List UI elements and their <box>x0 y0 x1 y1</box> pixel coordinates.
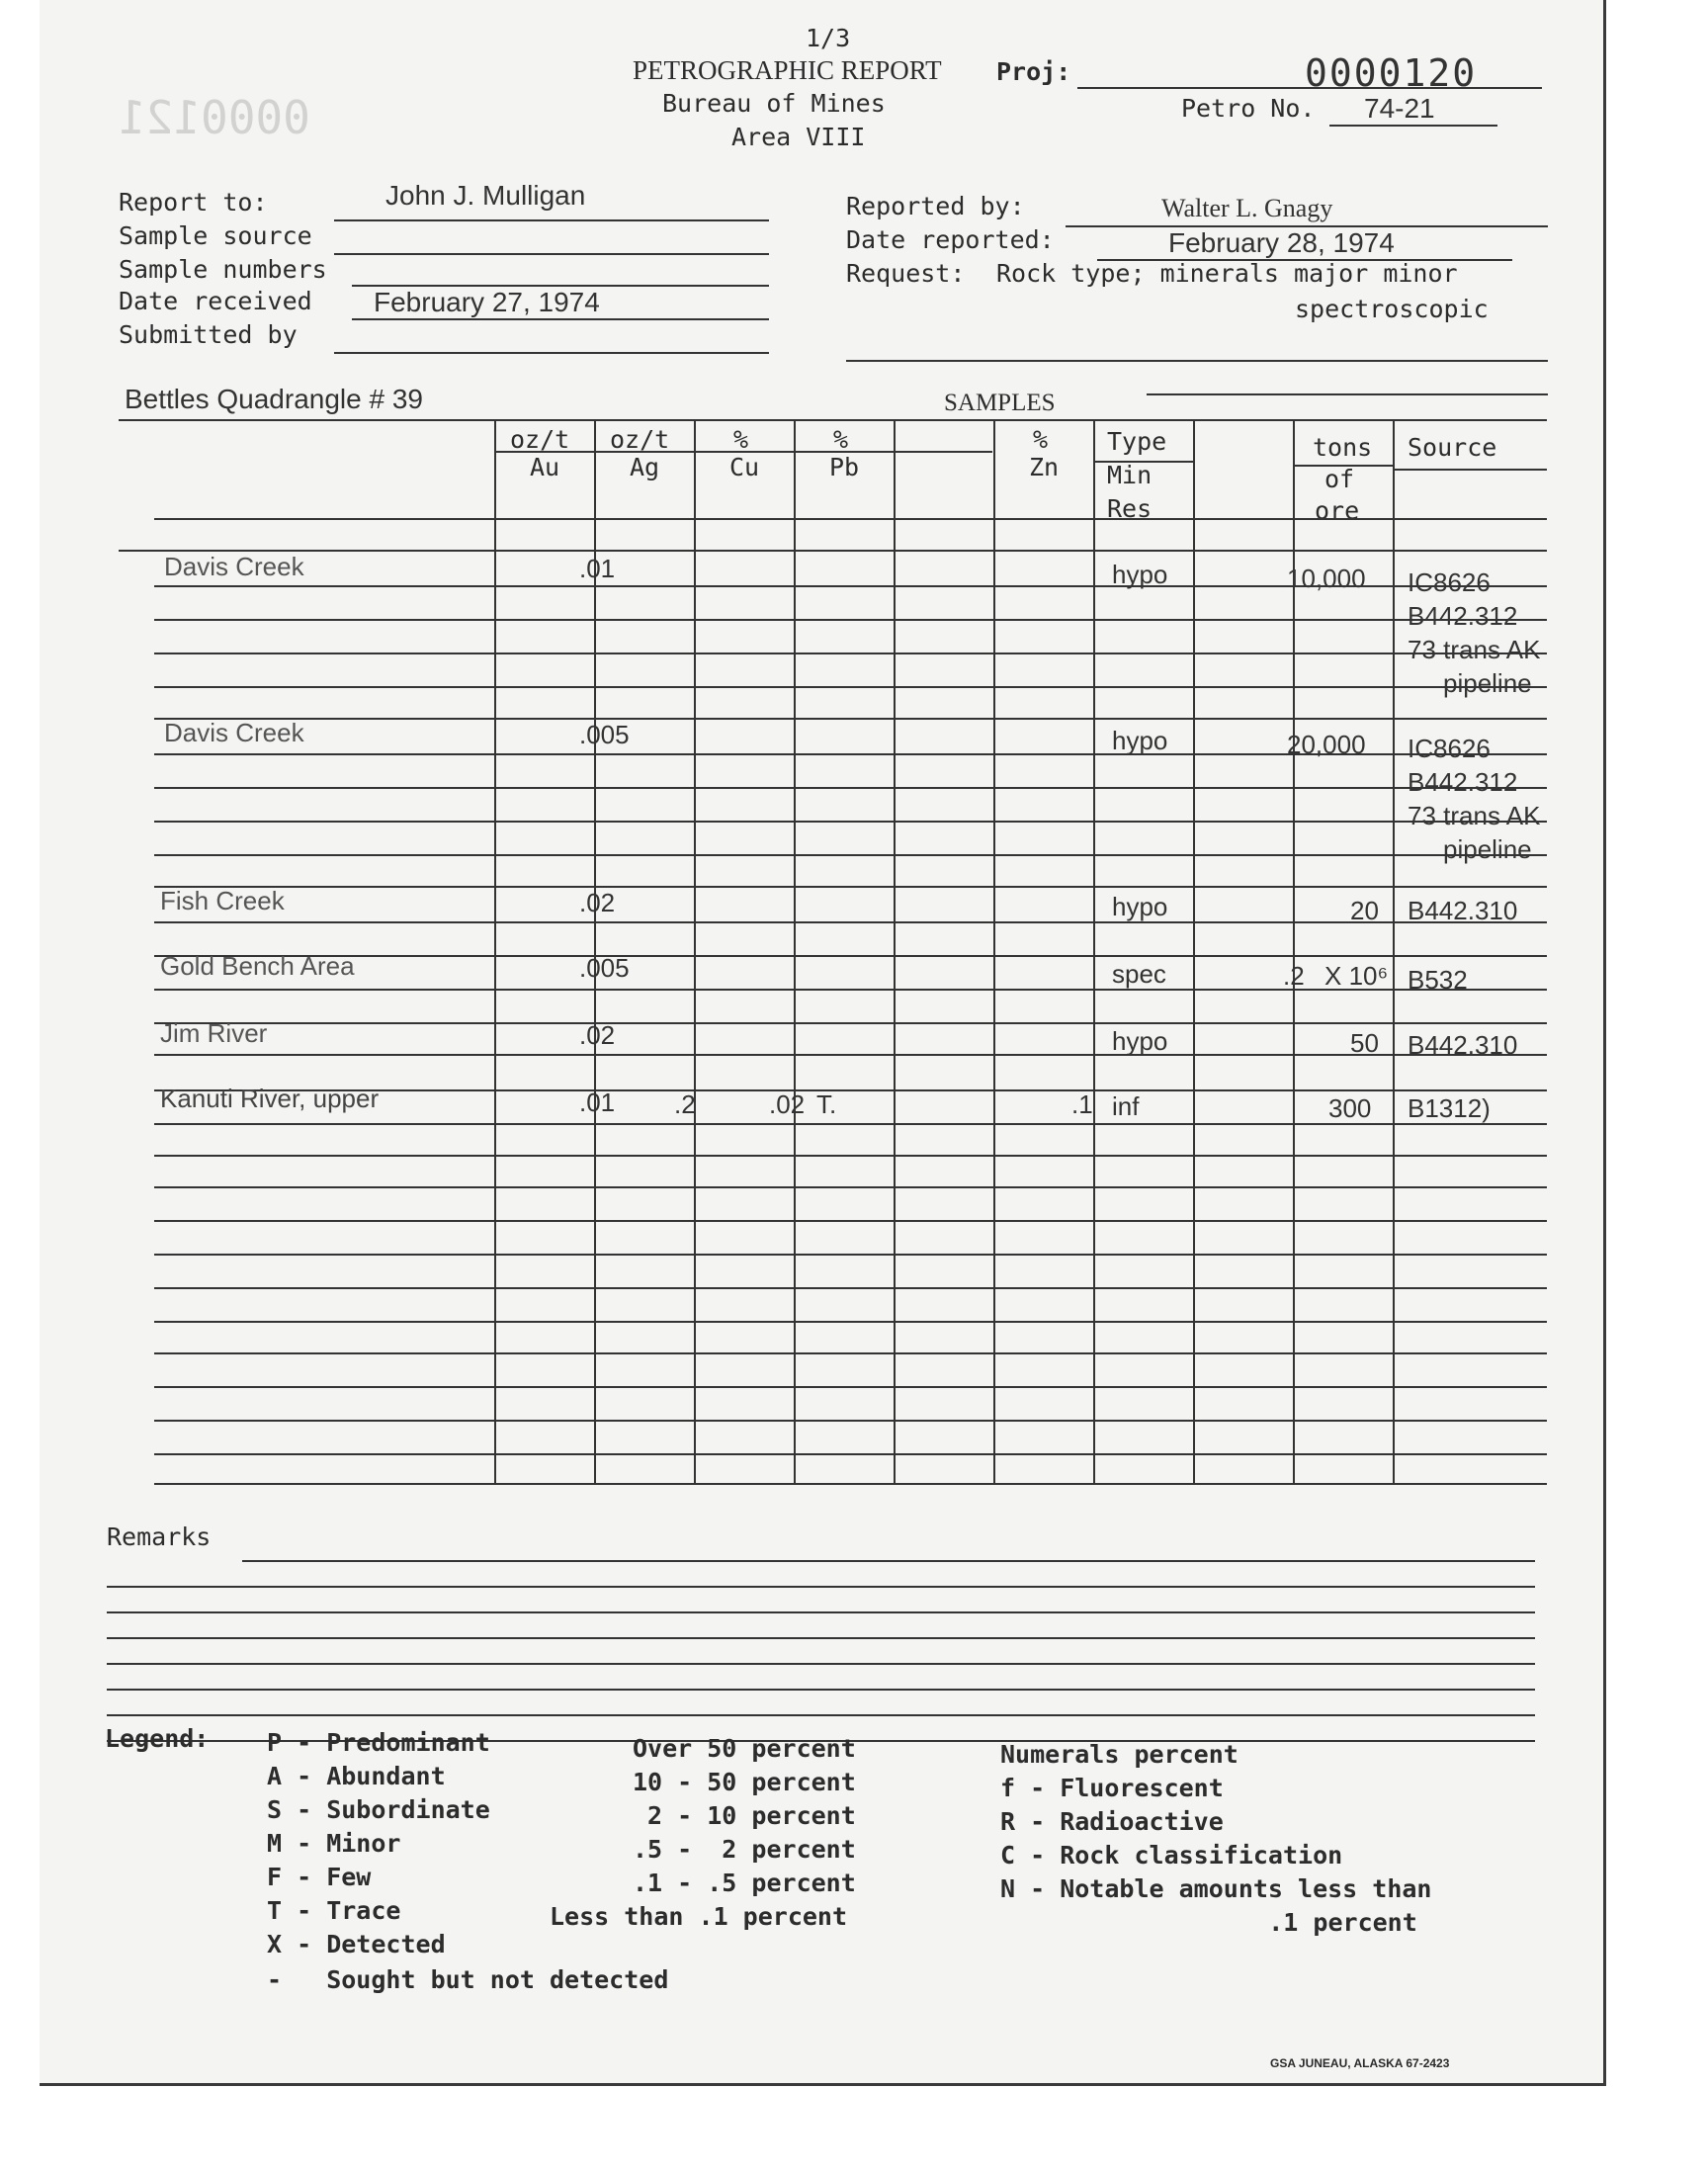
table-row-2-type: hypo <box>1112 726 1168 755</box>
zn-header: Zn <box>1029 453 1060 481</box>
remarks-label: Remarks <box>107 1522 212 1551</box>
table-row-5-source-1: B442.310 <box>1408 1030 1518 1060</box>
table-row-2-source-3: 73 trans AK <box>1408 801 1541 830</box>
pb-unit-header: % <box>833 425 849 454</box>
reported-by-value: Walter L. Gnagy <box>1161 194 1333 222</box>
table-row-2-source-2: B442.312 <box>1408 767 1518 797</box>
faded-stamp: 0000121 <box>119 91 310 144</box>
date-received-label: Date received <box>119 287 312 315</box>
date-reported-label: Date reported: <box>846 225 1055 254</box>
table-row-1-source-3: 73 trans AK <box>1408 635 1541 664</box>
legend-col1-item: F - Few <box>267 1863 372 1891</box>
ag-unit-header: oz/t <box>610 425 670 454</box>
request-label: Request: <box>846 259 966 288</box>
pb-header: Pb <box>829 453 860 481</box>
table-row-3-tons: 20 <box>1350 896 1379 925</box>
legend-col2-item: Less than .1 percent <box>550 1902 848 1931</box>
legend-col2-item: .5 - 2 percent <box>633 1835 856 1864</box>
sample-source-label: Sample source <box>119 221 312 250</box>
table-row-3-type: hypo <box>1112 892 1168 921</box>
table-row-5-tons: 50 <box>1350 1028 1379 1058</box>
table-row-4-type: spec <box>1112 959 1166 989</box>
table-row-6-zn: .1 <box>1071 1089 1093 1119</box>
table-row-4-name: Gold Bench Area <box>160 951 355 981</box>
table-row-6-tons: 300 <box>1328 1093 1372 1123</box>
table-row-4-extra: .2 <box>1283 961 1305 991</box>
table-row-6-au: .01 <box>579 1088 616 1117</box>
table-row-6-type: inf <box>1112 1091 1140 1121</box>
legend-col1-item: M - Minor <box>267 1829 401 1858</box>
table-row-4-source-1: B532 <box>1408 965 1468 995</box>
legend-col1-item: S - Subordinate <box>267 1795 490 1824</box>
legend-col1-item: A - Abundant <box>267 1762 446 1790</box>
proj-value: 0000120 <box>1305 51 1478 95</box>
table-row-5-au: .02 <box>579 1020 616 1050</box>
table-row-3-source-1: B442.310 <box>1408 896 1518 925</box>
tons-header-1: tons <box>1313 433 1373 462</box>
table-row-3-name: Fish Creek <box>160 886 285 915</box>
location-caption: Bettles Quadrangle # 39 <box>125 384 423 414</box>
legend-col1-item: - Sought but not detected <box>267 1965 669 1994</box>
date-received-value: February 27, 1974 <box>374 287 600 317</box>
table-row-4-tons: X 10⁶ <box>1324 961 1389 991</box>
table-row-2-source-4: pipeline <box>1443 834 1532 864</box>
table-row-1-type: hypo <box>1112 560 1168 589</box>
legend-col2-item: Over 50 percent <box>633 1734 856 1763</box>
table-row-4-au: .005 <box>579 953 630 983</box>
proj-label: Proj: <box>996 57 1071 86</box>
source-header: Source <box>1408 433 1497 462</box>
type-header-1: Type <box>1107 427 1167 456</box>
footer-print-code: GSA JUNEAU, ALASKA 67-2423 <box>1270 2056 1450 2070</box>
tons-header-3: ore <box>1315 496 1360 525</box>
table-row-6-ag: .2 <box>674 1089 696 1119</box>
reported-by-label: Reported by: <box>846 192 1025 220</box>
table-row-2-au: .005 <box>579 720 630 749</box>
legend-col2-item: 2 - 10 percent <box>633 1801 856 1830</box>
sample-numbers-label: Sample numbers <box>119 255 327 284</box>
table-row-1-name: Davis Creek <box>164 552 304 581</box>
samples-heading: SAMPLES <box>944 390 1056 416</box>
table-row-6-pb: T. <box>816 1089 837 1119</box>
legend-col2-item: 10 - 50 percent <box>633 1768 856 1796</box>
legend-col3-item: N - Notable amounts less than <box>1000 1874 1432 1903</box>
report-title: PETROGRAPHIC REPORT <box>633 55 942 85</box>
ag-header: Ag <box>630 453 660 481</box>
date-reported-value: February 28, 1974 <box>1168 227 1395 258</box>
request-line-1: Rock type; minerals major minor <box>996 259 1458 288</box>
table-row-2-tons: 20,000 <box>1287 730 1366 759</box>
legend-col3-item: f - Fluorescent <box>1000 1774 1224 1802</box>
report-to-value: John J. Mulligan <box>385 180 586 211</box>
table-row-5-type: hypo <box>1112 1026 1168 1056</box>
table-row-1-au: .01 <box>579 554 616 583</box>
table-row-1-source-2: B442.312 <box>1408 601 1518 631</box>
table-row-6-cu: .02 <box>769 1089 806 1119</box>
table-row-2-source-1: IC8626 <box>1408 734 1491 763</box>
au-unit-header: oz/t <box>510 425 570 454</box>
legend-title: Legend: <box>105 1724 210 1753</box>
au-header: Au <box>530 453 560 481</box>
table-row-5-name: Jim River <box>160 1018 268 1048</box>
report-sheet <box>40 0 1606 2086</box>
page-indicator: 1/3 <box>806 24 851 52</box>
table-row-3-au: .02 <box>579 888 616 917</box>
submitted-by-label: Submitted by <box>119 320 298 349</box>
type-header-3: Res <box>1107 494 1153 523</box>
zn-unit-header: % <box>1033 425 1049 454</box>
report-to-label: Report to: <box>119 188 268 217</box>
petro-no-value: 74-21 <box>1364 93 1435 124</box>
table-row-1-source-1: IC8626 <box>1408 567 1491 597</box>
legend-col3-item: C - Rock classification <box>1000 1841 1343 1870</box>
agency-name: Bureau of Mines <box>662 89 886 118</box>
area-name: Area VIII <box>731 123 866 151</box>
cu-unit-header: % <box>733 425 749 454</box>
table-row-6-source-1: B1312) <box>1408 1093 1491 1123</box>
legend-col1-item: P - Predominant <box>267 1728 490 1757</box>
tons-header-2: of <box>1324 465 1355 493</box>
table-row-2-name: Davis Creek <box>164 718 304 747</box>
table-row-6-name: Kanuti River, upper <box>160 1084 380 1113</box>
legend-col2-item: .1 - .5 percent <box>633 1869 856 1897</box>
cu-header: Cu <box>729 453 760 481</box>
type-header-2: Min <box>1107 461 1153 489</box>
legend-col3-item: Numerals percent <box>1000 1740 1238 1769</box>
table-row-1-source-4: pipeline <box>1443 668 1532 698</box>
legend-col1-item: X - Detected <box>267 1930 446 1958</box>
request-line-2: spectroscopic <box>1295 295 1489 323</box>
table-row-1-tons: 10,000 <box>1287 564 1366 593</box>
legend-col1-item: T - Trace <box>267 1896 401 1925</box>
legend-col3-item: R - Radioactive <box>1000 1807 1224 1836</box>
petro-no-label: Petro No. <box>1181 94 1316 123</box>
legend-col3-item: .1 percent <box>1194 1908 1417 1937</box>
